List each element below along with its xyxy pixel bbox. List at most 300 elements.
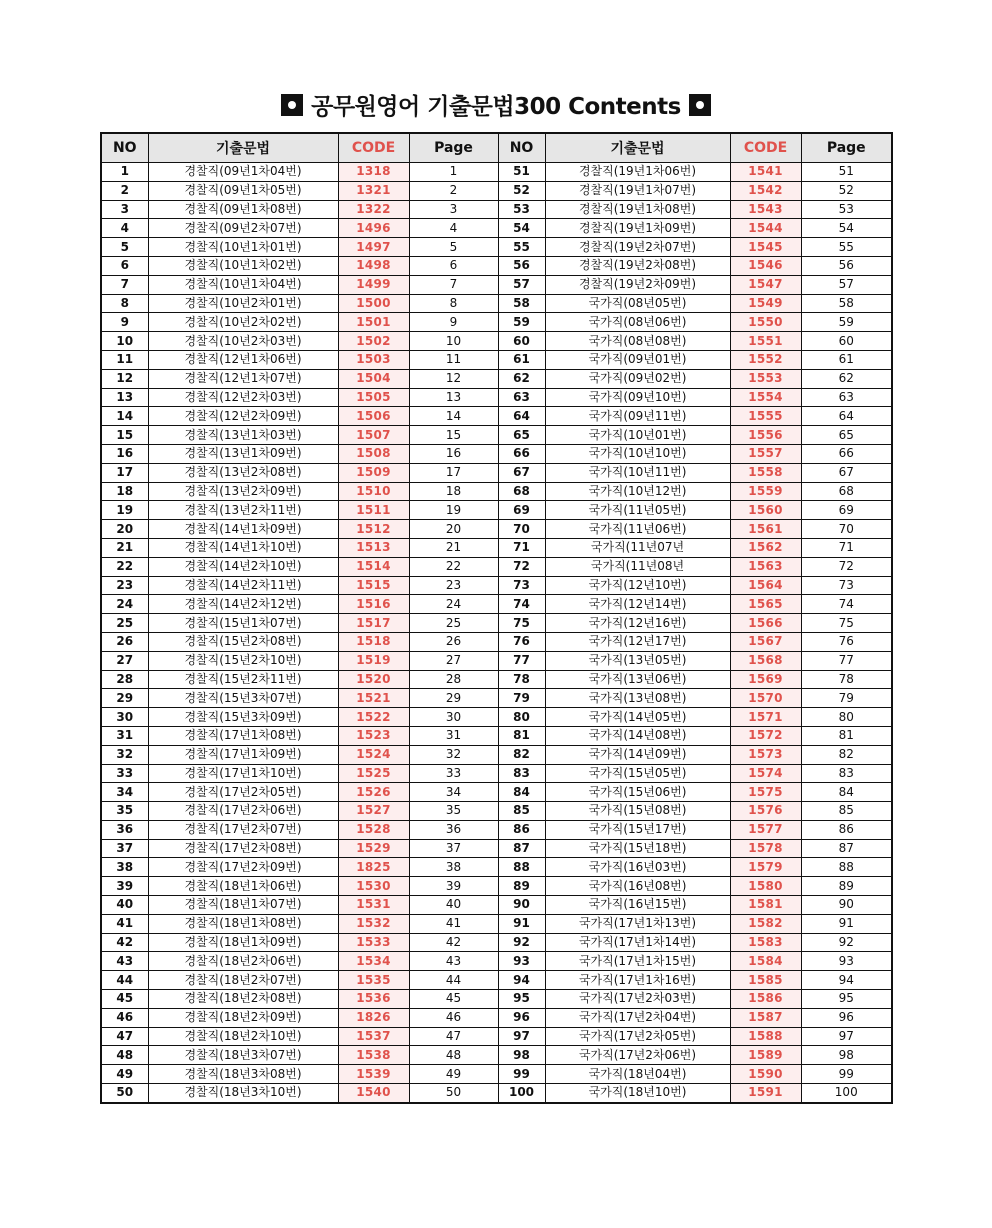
cell-code: 1584 bbox=[730, 952, 801, 971]
cell-no: 87 bbox=[498, 839, 545, 858]
page-title bbox=[0, 88, 992, 121]
cell-no: 23 bbox=[101, 576, 148, 595]
cell-page: 52 bbox=[801, 181, 892, 200]
cell-page: 47 bbox=[409, 1027, 498, 1046]
cell-no: 38 bbox=[101, 858, 148, 877]
cell-name: 국가직(08년06번) bbox=[545, 313, 730, 332]
cell-page: 4 bbox=[409, 219, 498, 238]
cell-name: 경찰직(10년1차04번) bbox=[148, 275, 338, 294]
table-row bbox=[101, 256, 892, 275]
cell-name: 경찰직(14년1차10번) bbox=[148, 538, 338, 557]
cell-name: 국가직(17년1차14번) bbox=[545, 933, 730, 952]
cell-code: 1546 bbox=[730, 256, 801, 275]
cell-code: 1503 bbox=[338, 350, 409, 369]
cell-page: 91 bbox=[801, 914, 892, 933]
cell-code: 1560 bbox=[730, 501, 801, 520]
cell-no: 46 bbox=[101, 1008, 148, 1027]
cell-page: 96 bbox=[801, 1008, 892, 1027]
table-row bbox=[101, 388, 892, 407]
table-row bbox=[101, 1008, 892, 1027]
cell-page: 13 bbox=[409, 388, 498, 407]
cell-code: 1581 bbox=[730, 896, 801, 915]
cell-name: 국가직(09년10번) bbox=[545, 388, 730, 407]
table-row bbox=[101, 1065, 892, 1084]
cell-page: 7 bbox=[409, 275, 498, 294]
cell-no: 89 bbox=[498, 877, 545, 896]
cell-page: 16 bbox=[409, 444, 498, 463]
cell-page: 99 bbox=[801, 1065, 892, 1084]
cell-page: 40 bbox=[409, 896, 498, 915]
cell-page: 37 bbox=[409, 839, 498, 858]
cell-name: 국가직(10년11번) bbox=[545, 463, 730, 482]
cell-name: 경찰직(17년2차05번) bbox=[148, 783, 338, 802]
table-row bbox=[101, 1046, 892, 1065]
cell-code: 1506 bbox=[338, 407, 409, 426]
cell-no: 94 bbox=[498, 971, 545, 990]
table-row bbox=[101, 538, 892, 557]
cell-no: 41 bbox=[101, 914, 148, 933]
cell-name: 국가직(15년06번) bbox=[545, 783, 730, 802]
cell-no: 95 bbox=[498, 990, 545, 1009]
cell-code: 1570 bbox=[730, 689, 801, 708]
cell-no: 30 bbox=[101, 708, 148, 727]
cell-no: 84 bbox=[498, 783, 545, 802]
cell-code: 1528 bbox=[338, 820, 409, 839]
cell-page: 77 bbox=[801, 651, 892, 670]
cell-code: 1539 bbox=[338, 1065, 409, 1084]
table-row bbox=[101, 820, 892, 839]
cell-page: 87 bbox=[801, 839, 892, 858]
table-row bbox=[101, 952, 892, 971]
cell-code: 1516 bbox=[338, 595, 409, 614]
cell-page: 69 bbox=[801, 501, 892, 520]
cell-code: 1524 bbox=[338, 745, 409, 764]
cell-code: 1499 bbox=[338, 275, 409, 294]
cell-no: 83 bbox=[498, 764, 545, 783]
cell-page: 6 bbox=[409, 256, 498, 275]
cell-no: 59 bbox=[498, 313, 545, 332]
cell-no: 79 bbox=[498, 689, 545, 708]
cell-no: 72 bbox=[498, 557, 545, 576]
cell-code: 1502 bbox=[338, 332, 409, 351]
cell-no: 66 bbox=[498, 444, 545, 463]
cell-code: 1541 bbox=[730, 163, 801, 182]
cell-page: 10 bbox=[409, 332, 498, 351]
cell-code: 1518 bbox=[338, 632, 409, 651]
cell-no: 10 bbox=[101, 332, 148, 351]
cell-name: 국가직(17년2차04번) bbox=[545, 1008, 730, 1027]
cell-name: 국가직(08년08번) bbox=[545, 332, 730, 351]
table-row bbox=[101, 1027, 892, 1046]
cell-no: 82 bbox=[498, 745, 545, 764]
cell-no: 48 bbox=[101, 1046, 148, 1065]
cell-code: 1322 bbox=[338, 200, 409, 219]
cell-code: 1545 bbox=[730, 238, 801, 257]
cell-code: 1521 bbox=[338, 689, 409, 708]
table-row bbox=[101, 726, 892, 745]
cell-no: 85 bbox=[498, 802, 545, 821]
cell-name: 경찰직(13년2차11번) bbox=[148, 501, 338, 520]
cell-code: 1574 bbox=[730, 764, 801, 783]
cell-page: 11 bbox=[409, 350, 498, 369]
table-row bbox=[101, 557, 892, 576]
table-row bbox=[101, 839, 892, 858]
cell-name: 국가직(15년18번) bbox=[545, 839, 730, 858]
cell-code: 1504 bbox=[338, 369, 409, 388]
cell-name: 경찰직(18년1차06번) bbox=[148, 877, 338, 896]
cell-no: 88 bbox=[498, 858, 545, 877]
cell-name: 국가직(10년12번) bbox=[545, 482, 730, 501]
cell-page: 75 bbox=[801, 614, 892, 633]
cell-page: 86 bbox=[801, 820, 892, 839]
cell-code: 1517 bbox=[338, 614, 409, 633]
cell-no: 33 bbox=[101, 764, 148, 783]
cell-name: 경찰직(15년3차09번) bbox=[148, 708, 338, 727]
cell-no: 96 bbox=[498, 1008, 545, 1027]
cell-page: 19 bbox=[409, 501, 498, 520]
table-row bbox=[101, 689, 892, 708]
cell-no: 17 bbox=[101, 463, 148, 482]
cell-name: 경찰직(18년3차07번) bbox=[148, 1046, 338, 1065]
cell-code: 1549 bbox=[730, 294, 801, 313]
cell-page: 25 bbox=[409, 614, 498, 633]
cell-no: 29 bbox=[101, 689, 148, 708]
cell-name: 경찰직(17년2차06번) bbox=[148, 802, 338, 821]
cell-no: 63 bbox=[498, 388, 545, 407]
cell-page: 92 bbox=[801, 933, 892, 952]
cell-page: 82 bbox=[801, 745, 892, 764]
cell-no: 73 bbox=[498, 576, 545, 595]
cell-code: 1500 bbox=[338, 294, 409, 313]
cell-code: 1567 bbox=[730, 632, 801, 651]
cell-page: 72 bbox=[801, 557, 892, 576]
cell-no: 60 bbox=[498, 332, 545, 351]
cell-page: 63 bbox=[801, 388, 892, 407]
cell-code: 1514 bbox=[338, 557, 409, 576]
cell-no: 26 bbox=[101, 632, 148, 651]
cell-page: 83 bbox=[801, 764, 892, 783]
table-row bbox=[101, 520, 892, 539]
table-row bbox=[101, 275, 892, 294]
cell-code: 1551 bbox=[730, 332, 801, 351]
cell-code: 1537 bbox=[338, 1027, 409, 1046]
cell-name: 경찰직(17년1차09번) bbox=[148, 745, 338, 764]
cell-no: 1 bbox=[101, 163, 148, 182]
table-row bbox=[101, 990, 892, 1009]
cell-code: 1525 bbox=[338, 764, 409, 783]
cell-page: 14 bbox=[409, 407, 498, 426]
cell-code: 1540 bbox=[338, 1084, 409, 1103]
cell-code: 1505 bbox=[338, 388, 409, 407]
cell-page: 81 bbox=[801, 726, 892, 745]
cell-name: 국가직(17년1차13번) bbox=[545, 914, 730, 933]
cell-name: 국가직(17년1차16번) bbox=[545, 971, 730, 990]
cell-code: 1564 bbox=[730, 576, 801, 595]
cell-code: 1559 bbox=[730, 482, 801, 501]
cell-name: 국가직(08년05번) bbox=[545, 294, 730, 313]
cell-no: 43 bbox=[101, 952, 148, 971]
cell-code: 1522 bbox=[338, 708, 409, 727]
cell-no: 45 bbox=[101, 990, 148, 1009]
cell-page: 59 bbox=[801, 313, 892, 332]
cell-code: 1544 bbox=[730, 219, 801, 238]
cell-code: 1585 bbox=[730, 971, 801, 990]
cell-no: 20 bbox=[101, 520, 148, 539]
cell-name: 경찰직(18년2차09번) bbox=[148, 1008, 338, 1027]
cell-code: 1562 bbox=[730, 538, 801, 557]
cell-no: 68 bbox=[498, 482, 545, 501]
cell-page: 90 bbox=[801, 896, 892, 915]
cell-no: 4 bbox=[101, 219, 148, 238]
cell-page: 62 bbox=[801, 369, 892, 388]
cell-name: 경찰직(18년2차08번) bbox=[148, 990, 338, 1009]
cell-no: 42 bbox=[101, 933, 148, 952]
cell-name: 국가직(11년08년 bbox=[545, 557, 730, 576]
cell-no: 39 bbox=[101, 877, 148, 896]
cell-page: 68 bbox=[801, 482, 892, 501]
cell-name: 국가직(17년2차05번) bbox=[545, 1027, 730, 1046]
cell-name: 국가직(18년10번) bbox=[545, 1084, 730, 1103]
cell-page: 51 bbox=[801, 163, 892, 182]
cell-page: 5 bbox=[409, 238, 498, 257]
cell-page: 18 bbox=[409, 482, 498, 501]
table-row bbox=[101, 651, 892, 670]
cell-name: 국가직(09년11번) bbox=[545, 407, 730, 426]
cell-name: 경찰직(09년1차04번) bbox=[148, 163, 338, 182]
cell-name: 국가직(10년01번) bbox=[545, 426, 730, 445]
cell-no: 70 bbox=[498, 520, 545, 539]
cell-page: 84 bbox=[801, 783, 892, 802]
cell-page: 46 bbox=[409, 1008, 498, 1027]
cell-no: 25 bbox=[101, 614, 148, 633]
table-row bbox=[101, 802, 892, 821]
cell-name: 경찰직(13년2차09번) bbox=[148, 482, 338, 501]
cell-code: 1573 bbox=[730, 745, 801, 764]
cell-no: 44 bbox=[101, 971, 148, 990]
cell-code: 1529 bbox=[338, 839, 409, 858]
cell-no: 53 bbox=[498, 200, 545, 219]
table-row bbox=[101, 444, 892, 463]
cell-page: 79 bbox=[801, 689, 892, 708]
cell-name: 국가직(14년09번) bbox=[545, 745, 730, 764]
cell-name: 경찰직(19년1차07번) bbox=[545, 181, 730, 200]
cell-code: 1556 bbox=[730, 426, 801, 445]
cell-name: 경찰직(18년1차07번) bbox=[148, 896, 338, 915]
cell-no: 97 bbox=[498, 1027, 545, 1046]
cell-code: 1508 bbox=[338, 444, 409, 463]
cell-page: 80 bbox=[801, 708, 892, 727]
cell-name: 국가직(09년02번) bbox=[545, 369, 730, 388]
cell-no: 31 bbox=[101, 726, 148, 745]
cell-page: 64 bbox=[801, 407, 892, 426]
cell-page: 29 bbox=[409, 689, 498, 708]
cell-no: 93 bbox=[498, 952, 545, 971]
cell-page: 100 bbox=[801, 1084, 892, 1103]
cell-name: 국가직(16년03번) bbox=[545, 858, 730, 877]
cell-name: 경찰직(17년2차07번) bbox=[148, 820, 338, 839]
cell-page: 2 bbox=[409, 181, 498, 200]
cell-code: 1321 bbox=[338, 181, 409, 200]
cell-code: 1587 bbox=[730, 1008, 801, 1027]
cell-name: 경찰직(17년1차08번) bbox=[148, 726, 338, 745]
table-row bbox=[101, 238, 892, 257]
cell-no: 77 bbox=[498, 651, 545, 670]
cell-page: 89 bbox=[801, 877, 892, 896]
cell-page: 17 bbox=[409, 463, 498, 482]
cell-page: 95 bbox=[801, 990, 892, 1009]
cell-page: 44 bbox=[409, 971, 498, 990]
cell-no: 65 bbox=[498, 426, 545, 445]
cell-name: 국가직(12년10번) bbox=[545, 576, 730, 595]
header-code: CODE bbox=[338, 133, 409, 163]
cell-no: 47 bbox=[101, 1027, 148, 1046]
cell-code: 1520 bbox=[338, 670, 409, 689]
cell-no: 67 bbox=[498, 463, 545, 482]
cell-no: 35 bbox=[101, 802, 148, 821]
cell-name: 경찰직(14년2차12번) bbox=[148, 595, 338, 614]
table-row bbox=[101, 595, 892, 614]
cell-code: 1547 bbox=[730, 275, 801, 294]
cell-no: 64 bbox=[498, 407, 545, 426]
cell-name: 국가직(15년08번) bbox=[545, 802, 730, 821]
cell-no: 27 bbox=[101, 651, 148, 670]
cell-code: 1582 bbox=[730, 914, 801, 933]
table-row bbox=[101, 783, 892, 802]
header-code: CODE bbox=[730, 133, 801, 163]
cell-name: 경찰직(17년2차09번) bbox=[148, 858, 338, 877]
cell-code: 1826 bbox=[338, 1008, 409, 1027]
table-row bbox=[101, 614, 892, 633]
cell-code: 1515 bbox=[338, 576, 409, 595]
table-row bbox=[101, 332, 892, 351]
cell-page: 97 bbox=[801, 1027, 892, 1046]
cell-page: 71 bbox=[801, 538, 892, 557]
cell-page: 22 bbox=[409, 557, 498, 576]
cell-page: 49 bbox=[409, 1065, 498, 1084]
cell-page: 3 bbox=[409, 200, 498, 219]
cell-name: 국가직(14년05번) bbox=[545, 708, 730, 727]
cell-page: 30 bbox=[409, 708, 498, 727]
cell-page: 20 bbox=[409, 520, 498, 539]
cell-no: 18 bbox=[101, 482, 148, 501]
cell-no: 14 bbox=[101, 407, 148, 426]
cell-name: 국가직(13년05번) bbox=[545, 651, 730, 670]
cell-name: 경찰직(10년2차03번) bbox=[148, 332, 338, 351]
cell-name: 경찰직(13년1차09번) bbox=[148, 444, 338, 463]
cell-page: 26 bbox=[409, 632, 498, 651]
cell-code: 1543 bbox=[730, 200, 801, 219]
cell-no: 50 bbox=[101, 1084, 148, 1103]
cell-page: 53 bbox=[801, 200, 892, 219]
cell-name: 경찰직(10년2차01번) bbox=[148, 294, 338, 313]
cell-name: 국가직(18년04번) bbox=[545, 1065, 730, 1084]
cell-page: 70 bbox=[801, 520, 892, 539]
table-header-row bbox=[101, 133, 892, 163]
cell-name: 국가직(12년17번) bbox=[545, 632, 730, 651]
cell-name: 경찰직(18년1차09번) bbox=[148, 933, 338, 952]
cell-page: 32 bbox=[409, 745, 498, 764]
cell-code: 1578 bbox=[730, 839, 801, 858]
cell-page: 55 bbox=[801, 238, 892, 257]
cell-code: 1586 bbox=[730, 990, 801, 1009]
cell-no: 61 bbox=[498, 350, 545, 369]
cell-name: 국가직(09년01번) bbox=[545, 350, 730, 369]
table-row bbox=[101, 708, 892, 727]
cell-name: 경찰직(17년1차10번) bbox=[148, 764, 338, 783]
header-page: Page bbox=[409, 133, 498, 163]
cell-name: 경찰직(12년2차09번) bbox=[148, 407, 338, 426]
cell-no: 55 bbox=[498, 238, 545, 257]
cell-name: 경찰직(15년2차10번) bbox=[148, 651, 338, 670]
cell-page: 33 bbox=[409, 764, 498, 783]
cell-code: 1563 bbox=[730, 557, 801, 576]
cell-code: 1538 bbox=[338, 1046, 409, 1065]
cell-name: 경찰직(12년2차03번) bbox=[148, 388, 338, 407]
contents-table bbox=[100, 132, 893, 1104]
cell-page: 43 bbox=[409, 952, 498, 971]
cell-no: 86 bbox=[498, 820, 545, 839]
cell-code: 1588 bbox=[730, 1027, 801, 1046]
cell-page: 61 bbox=[801, 350, 892, 369]
cell-no: 6 bbox=[101, 256, 148, 275]
cell-no: 76 bbox=[498, 632, 545, 651]
page-title-text: 공무원영어 기출문법300 Contents bbox=[311, 94, 681, 120]
table-row bbox=[101, 407, 892, 426]
cell-name: 경찰직(15년2차11번) bbox=[148, 670, 338, 689]
cell-name: 경찰직(19년1차09번) bbox=[545, 219, 730, 238]
cell-name: 경찰직(18년3차10번) bbox=[148, 1084, 338, 1103]
cell-name: 경찰직(17년2차08번) bbox=[148, 839, 338, 858]
cell-page: 56 bbox=[801, 256, 892, 275]
cell-page: 21 bbox=[409, 538, 498, 557]
cell-no: 2 bbox=[101, 181, 148, 200]
cell-name: 경찰직(18년1차08번) bbox=[148, 914, 338, 933]
cell-code: 1519 bbox=[338, 651, 409, 670]
cell-no: 56 bbox=[498, 256, 545, 275]
cell-no: 58 bbox=[498, 294, 545, 313]
cell-code: 1512 bbox=[338, 520, 409, 539]
cell-name: 국가직(17년1차15번) bbox=[545, 952, 730, 971]
cell-no: 49 bbox=[101, 1065, 148, 1084]
cell-code: 1550 bbox=[730, 313, 801, 332]
cell-page: 66 bbox=[801, 444, 892, 463]
cell-no: 91 bbox=[498, 914, 545, 933]
cell-page: 31 bbox=[409, 726, 498, 745]
cell-no: 9 bbox=[101, 313, 148, 332]
cell-code: 1565 bbox=[730, 595, 801, 614]
cell-code: 1577 bbox=[730, 820, 801, 839]
table-row bbox=[101, 670, 892, 689]
cell-no: 37 bbox=[101, 839, 148, 858]
cell-name: 경찰직(19년2차07번) bbox=[545, 238, 730, 257]
cell-no: 100 bbox=[498, 1084, 545, 1103]
header-no: NO bbox=[498, 133, 545, 163]
cell-page: 36 bbox=[409, 820, 498, 839]
cell-no: 78 bbox=[498, 670, 545, 689]
cell-name: 국가직(17년2차03번) bbox=[545, 990, 730, 1009]
cell-code: 1571 bbox=[730, 708, 801, 727]
table-row bbox=[101, 163, 892, 182]
cell-no: 98 bbox=[498, 1046, 545, 1065]
table-row bbox=[101, 896, 892, 915]
cell-name: 경찰직(09년1차05번) bbox=[148, 181, 338, 200]
cell-page: 35 bbox=[409, 802, 498, 821]
cell-name: 국가직(14년08번) bbox=[545, 726, 730, 745]
cell-code: 1510 bbox=[338, 482, 409, 501]
bullet-square-icon bbox=[281, 94, 303, 116]
cell-code: 1511 bbox=[338, 501, 409, 520]
cell-name: 국가직(11년05번) bbox=[545, 501, 730, 520]
